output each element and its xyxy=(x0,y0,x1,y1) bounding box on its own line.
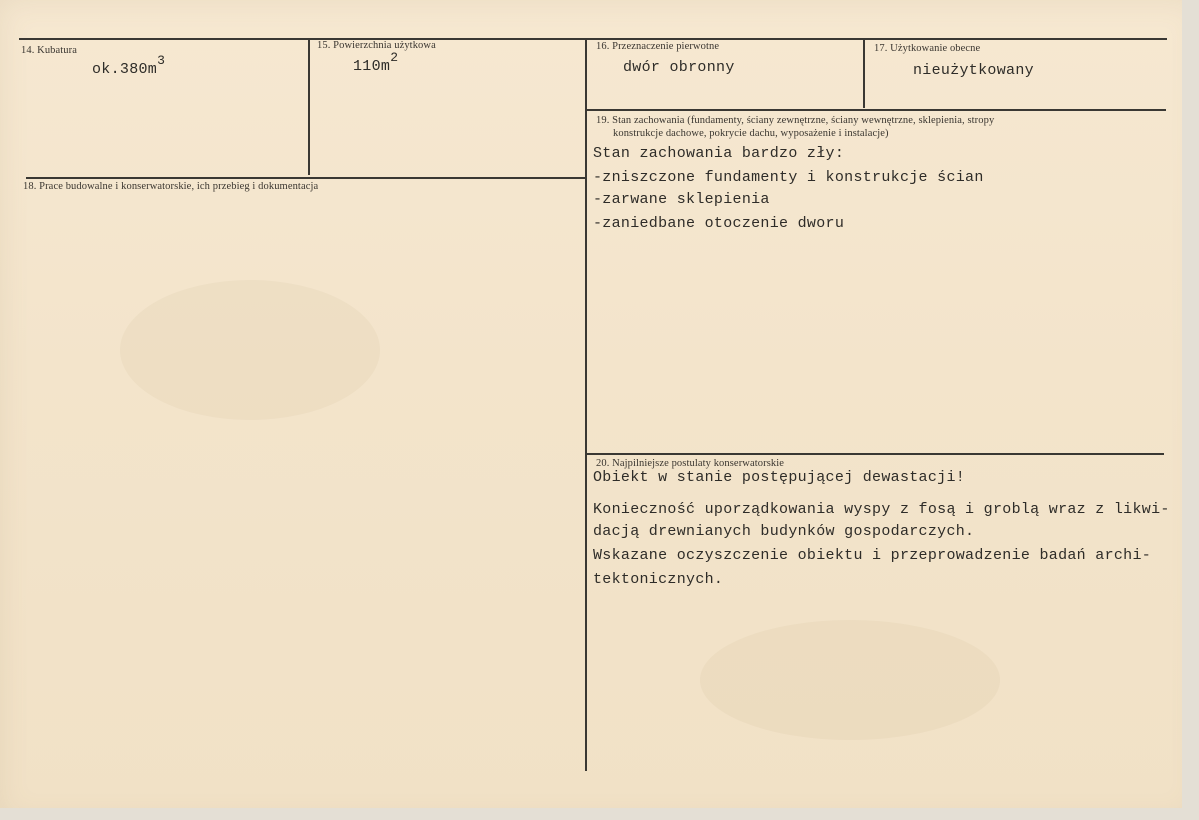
section-19-label-line1: 19. Stan zachowania (fundamenty, ściany zewnętrzne, ściany wewnętrzne, sklepienia, stropy xyxy=(596,115,995,126)
section-19-line-3: -zarwane sklepienia xyxy=(593,191,770,208)
powierzchnia-value: 110m xyxy=(353,58,391,75)
main-vertical-divider xyxy=(585,38,587,771)
section-17-label: 17. Użytkowanie obecne xyxy=(874,43,981,54)
section-18-label: 18. Prace budowalne i konserwatorskie, ich przebieg i dokumentacja xyxy=(23,181,319,192)
section-16-label: 16. Przeznaczenie pierwotne xyxy=(596,41,720,52)
section-19-line-4: -zaniedbane otoczenie dworu xyxy=(593,215,845,232)
section-14-label: 14. Kubatura xyxy=(21,45,78,56)
top-border-line xyxy=(19,38,1167,40)
kubatura-value: ok.380m xyxy=(92,61,158,78)
section-19-line-2: -zniszczone fundamenty i konstrukcje ścian xyxy=(593,169,984,186)
section-16-value: dwór obronny xyxy=(623,59,735,76)
section-20-line-2: Konieczność uporządkowania wyspy z fosą i groblą wraz z likwi- xyxy=(593,501,1170,518)
section-14-value xyxy=(92,53,166,78)
section-15-value xyxy=(353,50,399,75)
line-above-19 xyxy=(586,109,1166,111)
kubatura-unit-exponent: 3 xyxy=(157,53,166,68)
paper-stain xyxy=(700,620,1000,740)
scan-edge-right xyxy=(1182,0,1199,820)
paper-stain xyxy=(120,280,380,420)
section-20-line-1: Obiekt w stanie postępującej dewastacji! xyxy=(593,469,966,486)
powierzchnia-unit-exponent: 2 xyxy=(390,50,399,65)
section-20-line-5: tektonicznych. xyxy=(593,571,724,588)
section-20-line-3: dacją drewnianych budynków gospodarczych. xyxy=(593,523,975,540)
divider-14-15 xyxy=(308,38,310,175)
section-20-label: 20. Najpilniejsze postulaty konserwatorskie xyxy=(596,458,785,469)
line-above-18 xyxy=(26,177,586,179)
section-19-line-1: Stan zachowania bardzo zły: xyxy=(593,145,845,162)
section-15-label: 15. Powierzchnia użytkowa xyxy=(317,40,436,51)
scan-edge-bottom xyxy=(0,808,1199,820)
section-19-label-line2: konstrukcje dachowe, pokrycie dachu, wyposażenie i instalacje) xyxy=(613,128,889,139)
section-20-line-4: Wskazane oczyszczenie obiektu i przeprowadzenie badań archi- xyxy=(593,547,1152,564)
divider-16-17 xyxy=(863,38,865,108)
section-17-value: nieużytkowany xyxy=(913,62,1034,79)
line-above-20 xyxy=(586,453,1164,455)
